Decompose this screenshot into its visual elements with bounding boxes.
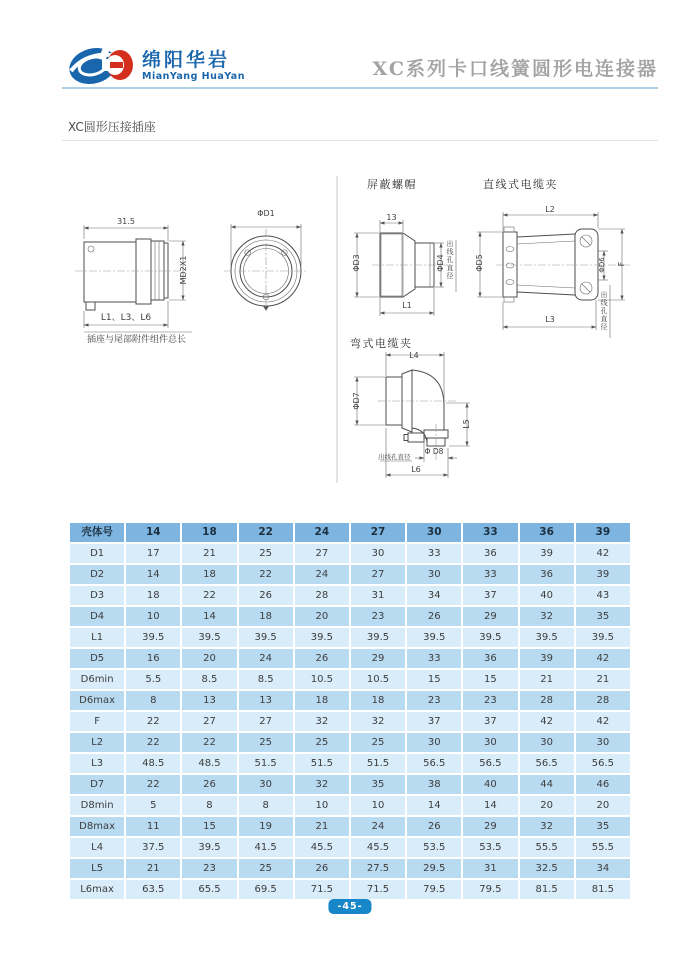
dim-value: 71.5	[295, 880, 349, 899]
dim-label-plug-width: 31.5	[117, 217, 135, 226]
dim-value: 29.5	[407, 859, 461, 878]
column-header: 24	[295, 523, 349, 542]
nut-hole-note: 出线孔直径	[446, 240, 454, 280]
dim-label-plug-thread: MD2X1	[179, 255, 188, 285]
dim-label-plug-front-dia: ΦD1	[257, 209, 275, 218]
dim-value: 32	[295, 775, 349, 794]
dim-value: 40	[520, 586, 574, 605]
dim-label-angle-l6: L6	[411, 465, 421, 474]
dim-value: 36	[463, 649, 517, 668]
dim-value: 22	[126, 733, 180, 752]
dim-value: 22	[182, 586, 236, 605]
table-row	[70, 817, 630, 836]
table-row	[70, 670, 630, 689]
row-label: L6max	[70, 880, 124, 899]
dim-value: 32	[520, 817, 574, 836]
table-row	[70, 544, 630, 563]
dim-value: 53.5	[463, 838, 517, 857]
row-label: D1	[70, 544, 124, 563]
dim-value: 48.5	[126, 754, 180, 773]
table-row	[70, 691, 630, 710]
dim-value: 63.5	[126, 880, 180, 899]
dim-label-nut-outer: ΦD3	[352, 254, 361, 272]
dim-value: 24	[351, 817, 405, 836]
angle-clamp-title: 弯式电缆夹	[350, 337, 413, 350]
dim-value: 31	[463, 859, 517, 878]
dim-label-angle-l4: L4	[409, 351, 419, 360]
dim-value: 24	[295, 565, 349, 584]
row-label: L5	[70, 859, 124, 878]
dim-value: 28	[576, 691, 630, 710]
plug-front-view	[224, 224, 308, 313]
dim-value: 20	[576, 796, 630, 815]
table-row	[70, 796, 630, 815]
dim-value: 5.5	[126, 670, 180, 689]
dim-value: 56.5	[520, 754, 574, 773]
logo-company-name: 绵阳华岩	[142, 48, 231, 71]
dim-value: 33	[463, 565, 517, 584]
dim-value: 25	[295, 733, 349, 752]
dim-value: 29	[351, 649, 405, 668]
dim-value: 37.5	[126, 838, 180, 857]
document-title: XC系列卡口线簧圆形电连接器	[372, 58, 658, 80]
dim-value: 53.5	[407, 838, 461, 857]
dim-value: 21	[295, 817, 349, 836]
dim-value: 35	[351, 775, 405, 794]
dim-value: 39	[520, 544, 574, 563]
dim-value: 28	[520, 691, 574, 710]
table-header-row	[70, 523, 630, 542]
dim-value: 25	[351, 733, 405, 752]
dim-value: 23	[351, 607, 405, 626]
dim-value: 10	[351, 796, 405, 815]
dim-value: 39.5	[520, 628, 574, 647]
dim-value: 10.5	[351, 670, 405, 689]
dim-value: 26	[295, 859, 349, 878]
table-row	[70, 733, 630, 752]
row-label: D6max	[70, 691, 124, 710]
row-label: L4	[70, 838, 124, 857]
dim-value: 31	[351, 586, 405, 605]
row-label: L3	[70, 754, 124, 773]
dim-value: 11	[126, 817, 180, 836]
dim-value: 39	[576, 565, 630, 584]
column-header: 27	[351, 523, 405, 542]
row-label: D8max	[70, 817, 124, 836]
dim-value: 30	[407, 733, 461, 752]
dim-value: 45.5	[351, 838, 405, 857]
dim-value: 51.5	[351, 754, 405, 773]
dim-value: 65.5	[182, 880, 236, 899]
dim-value: 56.5	[463, 754, 517, 773]
logo-company-name-en: MianYang HuaYan	[142, 70, 245, 82]
straight-clamp-title: 直线式电缆夹	[483, 178, 558, 191]
row-label: F	[70, 712, 124, 731]
table-body	[70, 544, 630, 899]
logo-text	[142, 49, 245, 82]
dim-value: 37	[463, 712, 517, 731]
company-logo	[68, 40, 245, 90]
dim-value: 55.5	[576, 838, 630, 857]
dim-value: 38	[407, 775, 461, 794]
dim-value: 42	[576, 544, 630, 563]
column-header: 壳体号	[70, 523, 124, 542]
dim-value: 39.5	[463, 628, 517, 647]
column-header: 30	[407, 523, 461, 542]
dim-value: 14	[182, 607, 236, 626]
dim-label-nut-length: L1	[402, 301, 412, 310]
dim-value: 41.5	[239, 838, 293, 857]
table-row	[70, 586, 630, 605]
dim-value: 81.5	[520, 880, 574, 899]
dim-value: 39.5	[407, 628, 461, 647]
plug-length-note: 插座与尾部附件组件总长	[87, 335, 187, 345]
dim-value: 55.5	[520, 838, 574, 857]
dim-value: 27	[295, 544, 349, 563]
dim-value: 34	[576, 859, 630, 878]
dimension-table	[68, 521, 632, 901]
dim-value: 17	[126, 544, 180, 563]
dim-value: 18	[126, 586, 180, 605]
dim-value: 20	[295, 607, 349, 626]
dim-label-straight-l3: L3	[545, 315, 555, 324]
dim-value: 23	[407, 691, 461, 710]
dim-value: 30	[239, 775, 293, 794]
dim-value: 21	[576, 670, 630, 689]
dim-value: 8.5	[239, 670, 293, 689]
table-row	[70, 880, 630, 899]
dim-value: 39.5	[126, 628, 180, 647]
dim-value: 26	[182, 775, 236, 794]
section-divider	[62, 140, 658, 141]
logo-mark-icon	[68, 40, 134, 90]
page-number-badge: -45-	[328, 899, 371, 914]
dim-label-straight-hole: ΦD6	[598, 257, 606, 273]
shield-nut-title: 屏蔽螺帽	[367, 178, 417, 191]
dim-value: 51.5	[295, 754, 349, 773]
row-label: D4	[70, 607, 124, 626]
dim-value: 13	[239, 691, 293, 710]
row-label: D5	[70, 649, 124, 668]
angle-clamp-drawing	[354, 352, 470, 478]
dim-value: 32	[295, 712, 349, 731]
dim-value: 20	[520, 796, 574, 815]
dim-value: 22	[182, 733, 236, 752]
dim-value: 32.5	[520, 859, 574, 878]
dim-value: 33	[407, 649, 461, 668]
dim-value: 22	[126, 775, 180, 794]
dim-value: 36	[520, 565, 574, 584]
dim-value: 26	[407, 607, 461, 626]
dim-label-straight-outer: ΦD5	[475, 254, 484, 272]
dim-value: 79.5	[407, 880, 461, 899]
dim-value: 29	[463, 607, 517, 626]
dim-value: 19	[239, 817, 293, 836]
dim-value: 26	[239, 586, 293, 605]
dim-value: 21	[126, 859, 180, 878]
row-label: D2	[70, 565, 124, 584]
dim-value: 39.5	[576, 628, 630, 647]
dim-value: 42	[576, 712, 630, 731]
table-row	[70, 775, 630, 794]
dim-value: 18	[182, 565, 236, 584]
table-row	[70, 712, 630, 731]
dim-value: 44	[520, 775, 574, 794]
dim-value: 26	[407, 817, 461, 836]
dim-label-angle-outer: ΦD7	[352, 392, 361, 410]
dim-value: 18	[239, 607, 293, 626]
column-header: 14	[126, 523, 180, 542]
dim-value: 32	[351, 712, 405, 731]
table-row	[70, 838, 630, 857]
table-row	[70, 754, 630, 773]
dim-value: 8	[239, 796, 293, 815]
dim-value: 20	[182, 649, 236, 668]
dim-value: 14	[407, 796, 461, 815]
column-header: 22	[239, 523, 293, 542]
dim-value: 29	[463, 817, 517, 836]
straight-hole-note: 出线孔直径	[600, 291, 608, 331]
column-header: 36	[520, 523, 574, 542]
dim-value: 23	[463, 691, 517, 710]
dim-value: 14	[463, 796, 517, 815]
dim-value: 32	[520, 607, 574, 626]
dim-label-straight-flange: F	[617, 261, 626, 267]
dim-value: 27	[351, 565, 405, 584]
dim-value: 8	[182, 796, 236, 815]
dim-value: 28	[295, 586, 349, 605]
dim-value: 30	[520, 733, 574, 752]
dim-value: 30	[407, 565, 461, 584]
dim-value: 69.5	[239, 880, 293, 899]
dim-value: 30	[463, 733, 517, 752]
dim-value: 39.5	[182, 628, 236, 647]
dim-value: 35	[576, 607, 630, 626]
dim-value: 71.5	[351, 880, 405, 899]
row-label: D3	[70, 586, 124, 605]
dim-value: 18	[295, 691, 349, 710]
dim-value: 24	[239, 649, 293, 668]
dim-value: 39	[520, 649, 574, 668]
dim-value: 15	[182, 817, 236, 836]
dim-value: 39.5	[351, 628, 405, 647]
dim-value: 39.5	[239, 628, 293, 647]
section-title: XC圆形压接插座	[68, 120, 156, 134]
dim-label-straight-l2: L2	[545, 205, 555, 214]
dim-value: 15	[463, 670, 517, 689]
dim-value: 22	[239, 565, 293, 584]
dim-value: 34	[407, 586, 461, 605]
dim-value: 45.5	[295, 838, 349, 857]
dim-value: 18	[351, 691, 405, 710]
dim-value: 10	[295, 796, 349, 815]
row-label: D6min	[70, 670, 124, 689]
dim-value: 40	[463, 775, 517, 794]
dim-value: 79.5	[463, 880, 517, 899]
dim-value: 43	[576, 586, 630, 605]
row-label: L1	[70, 628, 124, 647]
dim-value: 10.5	[295, 670, 349, 689]
header-divider	[62, 87, 658, 89]
dim-value: 27.5	[351, 859, 405, 878]
dim-value: 30	[576, 733, 630, 752]
dim-value: 56.5	[407, 754, 461, 773]
table-row	[70, 628, 630, 647]
dim-label-nut-top: 13	[386, 213, 397, 222]
table-row	[70, 859, 630, 878]
dim-value: 33	[407, 544, 461, 563]
dim-value: 48.5	[182, 754, 236, 773]
dim-value: 42	[520, 712, 574, 731]
dim-value: 5	[126, 796, 180, 815]
row-label: D8min	[70, 796, 124, 815]
dim-label-angle-l5: L5	[462, 419, 471, 429]
dim-label-angle-hole: Φ D8	[424, 447, 444, 456]
dim-value: 46	[576, 775, 630, 794]
dim-value: 14	[126, 565, 180, 584]
column-header: 39	[576, 523, 630, 542]
dim-value: 8	[126, 691, 180, 710]
dim-value: 42	[576, 649, 630, 668]
dim-value: 26	[295, 649, 349, 668]
dim-label-nut-hole: ΦD4	[436, 254, 445, 272]
dim-value: 36	[463, 544, 517, 563]
dim-value: 27	[182, 712, 236, 731]
dim-value: 51.5	[239, 754, 293, 773]
angle-hole-note: 出线孔直径	[378, 453, 411, 461]
dim-value: 25	[239, 544, 293, 563]
dim-value: 81.5	[576, 880, 630, 899]
dim-value: 21	[182, 544, 236, 563]
row-label: L2	[70, 733, 124, 752]
dim-value: 30	[351, 544, 405, 563]
column-header: 33	[463, 523, 517, 542]
dim-value: 56.5	[576, 754, 630, 773]
table-row	[70, 565, 630, 584]
dim-value: 16	[126, 649, 180, 668]
table-row	[70, 649, 630, 668]
dim-value: 25	[239, 859, 293, 878]
dim-label-plug-length: L1、L3、L6	[100, 313, 152, 323]
dim-value: 13	[182, 691, 236, 710]
dim-value: 21	[520, 670, 574, 689]
dim-value: 25	[239, 733, 293, 752]
table-row	[70, 607, 630, 626]
row-label: D7	[70, 775, 124, 794]
dim-value: 37	[463, 586, 517, 605]
dim-value: 39.5	[182, 838, 236, 857]
dim-value: 8.5	[182, 670, 236, 689]
dim-value: 39.5	[295, 628, 349, 647]
column-header: 18	[182, 523, 236, 542]
dim-value: 23	[182, 859, 236, 878]
dim-value: 22	[126, 712, 180, 731]
dim-value: 35	[576, 817, 630, 836]
dim-value: 37	[407, 712, 461, 731]
dim-value: 10	[126, 607, 180, 626]
dim-value: 27	[239, 712, 293, 731]
dim-value: 15	[407, 670, 461, 689]
